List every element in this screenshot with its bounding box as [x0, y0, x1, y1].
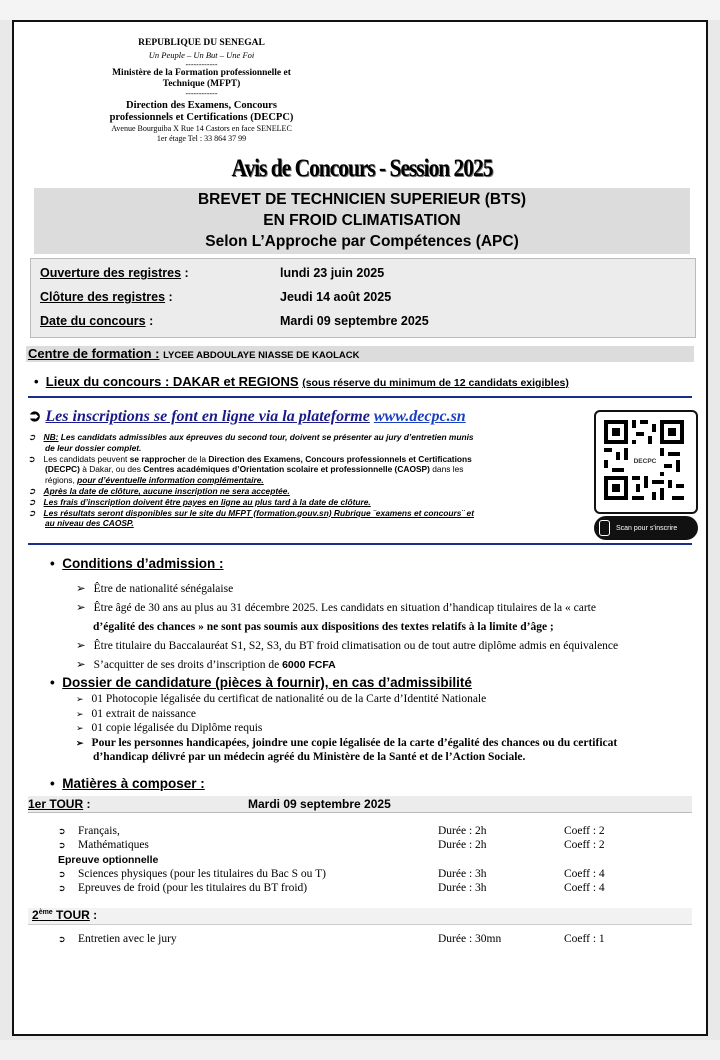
- condition-text: S’acquitter de ses droits d’inscription de: [93, 659, 280, 671]
- phone-icon: [599, 520, 610, 536]
- tour1-label: [28, 797, 90, 811]
- centre-label: Centre de formation :: [28, 346, 160, 361]
- arrow-icon: ➲: [58, 934, 66, 944]
- top-bar: [0, 0, 720, 20]
- ministry-line2: Technique (MFPT): [162, 79, 241, 89]
- date-value-opening: lundi 23 juin 2025: [280, 266, 385, 280]
- centre-value: LYCEE ABDOULAYE NIASSE DE KAOLACK: [163, 350, 360, 361]
- note-bold: Après la date de clôture, aucune inscription ne sera acceptée.: [43, 485, 290, 496]
- tour2-list: [58, 932, 678, 946]
- note-frais: [28, 497, 590, 508]
- platform-link[interactable]: www.decpc.sn: [373, 408, 466, 425]
- scan-label: Scan pour s'inscrire: [616, 524, 678, 532]
- dossier-text: 01 extrait de naissance: [91, 707, 196, 720]
- dossier-list: [76, 692, 617, 765]
- national-motto: Un Peuple – Un But – Une Foi: [148, 50, 255, 60]
- dossier-item: [76, 692, 617, 707]
- note-bold: Centres académiques d’Orientation scolaire et professionnelle (CAOSP): [143, 464, 430, 475]
- date-value-concours: Mardi 09 septembre 2025: [280, 314, 429, 328]
- scan-badge[interactable]: [594, 516, 698, 540]
- note-bold: pour d’éventuelle information complémentaire.: [77, 475, 264, 486]
- subject-coeff: Coeff : 4: [564, 867, 605, 880]
- tour2-word: TOUR: [56, 908, 90, 922]
- note-cloture: [28, 486, 590, 497]
- condition-item: [76, 656, 618, 675]
- title-line2: EN FROID CLIMATISATION: [263, 212, 461, 229]
- tour2-label-text: [32, 908, 90, 922]
- date-value-closing: Jeudi 14 août 2025: [280, 290, 392, 304]
- subject-duration: Durée : 30mn: [438, 933, 502, 945]
- subject-name: Entretien avec le jury: [78, 933, 177, 945]
- conditions-heading-text: Conditions d’admission :: [62, 556, 224, 571]
- optional-label: Epreuve optionnelle: [58, 853, 159, 866]
- tour2-sep: :: [93, 908, 98, 922]
- subject-row: [58, 838, 678, 852]
- date-sep: :: [168, 290, 173, 304]
- subject-row: [58, 932, 678, 946]
- inscriptions-notes: [28, 432, 590, 529]
- subject-row: [58, 881, 678, 895]
- subject-name: Français,: [78, 825, 120, 837]
- direction-line2: professionnels et Certifications (DECPC): [109, 112, 294, 123]
- arrow-icon: ➢: [76, 737, 84, 748]
- dossier-item: [76, 736, 617, 751]
- bottom-bar: [0, 1040, 720, 1060]
- arrow-icon: ➢: [76, 602, 86, 614]
- arrow-icon: ➢: [76, 640, 86, 652]
- subject-name: Mathématiques: [78, 839, 149, 852]
- tour1-list: [58, 824, 678, 895]
- header-divider: ------------: [185, 60, 218, 69]
- subject-duration: Durée : 2h: [438, 825, 487, 837]
- tour1-date: Mardi 09 septembre 2025: [248, 797, 391, 811]
- subject-duration: Durée : 3h: [438, 867, 487, 880]
- date-label: Date du concours: [40, 314, 146, 328]
- ministry-line1: Ministère de la Formation professionnelle et: [112, 68, 291, 78]
- note-nb: [28, 432, 590, 443]
- subject-name: Epreuves de froid (pour les titulaires du BT froid): [78, 882, 308, 895]
- tour2-label: [32, 908, 97, 922]
- inscriptions-heading: [28, 406, 466, 426]
- qr-code-icon: [596, 412, 692, 508]
- date-sep: :: [184, 266, 189, 280]
- tour2-sup: ème: [38, 909, 53, 916]
- dossier-text: 01 Photocopie légalisée du certificat de nationalité ou de la Carte d’Identité Nationale: [91, 693, 487, 705]
- date-label: Ouverture des registres: [40, 266, 182, 280]
- lieux-label: Lieux du concours : DAKAR et REGIONS: [45, 374, 299, 389]
- centre-formation: [28, 346, 359, 361]
- dossier-item-cont: d’handicap délivré par un médecin agréé du Ministère de la Santé et de l’Action Sociale.: [93, 751, 526, 763]
- note-bold: Les résultats seront disponibles sur le site du MFPT (formation.gouv.sn) Rubrique ¨examens et concours¨ et: [43, 507, 475, 518]
- arrow-icon: ➢: [76, 694, 84, 704]
- note-rapprocher-cont2: [28, 475, 590, 486]
- tour2-num: 2: [32, 908, 39, 922]
- condition-item-cont: d’égalité des chances » ne sont pas soumis aux dispositions des textes relatifs à la limite d’âge ;: [93, 621, 554, 633]
- note-text: régions,: [45, 475, 75, 486]
- date-sep: :: [149, 314, 154, 328]
- lieux-concours: • Lieux du concours : DAKAR et REGIONS (sous réserve du minimum de 12 candidats exigibles): [34, 374, 569, 389]
- arrow-icon: ➲: [28, 453, 36, 464]
- subject-coeff: Coeff : 4: [564, 882, 605, 895]
- note-text: Les candidats peuvent: [43, 453, 128, 464]
- divider-bottom: [28, 543, 692, 545]
- note-bold: Les frais d’inscription doivent être payes en ligne au plus tard à la date de clôture.: [43, 496, 371, 507]
- date-row-closing: [40, 290, 173, 304]
- arrow-icon: ➢: [76, 723, 84, 733]
- dossier-text: Pour les personnes handicapées, joindre une copie légalisée de la carte d’égalité des chances ou du certificat: [91, 736, 618, 749]
- note-text: à Dakar, ou des: [82, 464, 141, 475]
- dossier-heading: • Dossier de candidature (pièces à fournir), en cas d’admissibilité: [50, 675, 472, 690]
- note-resultats: [28, 508, 590, 519]
- qr-code[interactable]: [594, 410, 698, 514]
- title-line3: Selon L’Approche par Compétences (APC): [205, 233, 519, 250]
- note-bold: Direction des Examens, Concours professionnels et Certifications: [208, 453, 472, 464]
- fee-amount: 6000 FCFA: [282, 659, 336, 671]
- arrow-icon: ➢: [76, 659, 86, 671]
- subject-duration: Durée : 3h: [438, 882, 487, 895]
- arrow-icon: ➲: [58, 826, 66, 836]
- subject-coeff: Coeff : 2: [564, 825, 605, 837]
- nb-text-cont: de leur dossier complet.: [45, 442, 142, 453]
- subject-duration: Durée : 2h: [438, 839, 487, 852]
- arrow-icon: ➲: [28, 408, 42, 425]
- direction-line1: Direction des Examens, Concours: [126, 100, 277, 111]
- tour1-label-text: 1er TOUR: [28, 797, 84, 811]
- note-bold: au niveau des CAOSP.: [45, 518, 134, 529]
- notice-title: Avis de Concours - Session 2025: [231, 155, 493, 182]
- tour1-sep: :: [86, 797, 91, 811]
- dossier-heading-text: Dossier de candidature (pièces à fournir), en cas d’admissibilité: [62, 675, 472, 690]
- republic-name: REPUBLIQUE DU SENEGAL: [138, 38, 265, 48]
- arrow-icon: ➲: [28, 432, 36, 442]
- conditions-list: [76, 580, 618, 675]
- note-bold: (DECPC): [45, 464, 80, 475]
- subject-row: [58, 824, 678, 838]
- arrow-icon: ➲: [28, 496, 36, 507]
- condition-text: Être de nationalité sénégalaise: [93, 583, 234, 595]
- nb-label: NB:: [43, 432, 59, 442]
- condition-text: Être âgé de 30 ans au plus au 31 décembre 2025. Les candidats en situation d’handicap titulaires de la « carte: [93, 602, 596, 614]
- date-row-concours: [40, 314, 153, 328]
- condition-item: [76, 637, 618, 656]
- date-label: Clôture des registres: [40, 290, 166, 304]
- condition-item: [76, 580, 618, 599]
- matieres-heading-text: Matières à composer :: [62, 776, 205, 791]
- tour2-band: [28, 908, 692, 925]
- subject-coeff: Coeff : 2: [564, 839, 605, 852]
- note-text: de la: [187, 453, 207, 464]
- note-bold: se rapprocher: [129, 453, 186, 464]
- phone: 1er étage Tel : 33 864 37 99: [156, 134, 247, 143]
- arrow-icon: ➲: [58, 840, 66, 851]
- note-text: dans les: [432, 464, 464, 475]
- date-row-opening: [40, 266, 189, 280]
- note-resultats-cont: [28, 518, 590, 529]
- arrow-icon: ➢: [76, 708, 84, 719]
- note-rapprocher: [28, 454, 590, 465]
- condition-item: [76, 599, 618, 618]
- header-divider-2: ------------: [185, 89, 218, 98]
- note-nb-cont: [28, 443, 590, 454]
- document-page: [12, 20, 708, 1036]
- conditions-heading: • Conditions d’admission :: [50, 556, 224, 571]
- arrow-icon: ➲: [28, 507, 36, 518]
- dossier-item: [76, 707, 617, 722]
- qr-center-label: DECPC: [633, 458, 657, 465]
- nb-text: Les candidats admissibles aux épreuves du second tour, doivent se présenter au jury d’entretien munis: [60, 432, 474, 442]
- divider-top: [28, 396, 692, 398]
- arrow-icon: ➲: [58, 868, 66, 879]
- dossier-text: 01 copie légalisée du Diplôme requis: [91, 722, 263, 734]
- condition-text: Être titulaire du Baccalauréat S1, S2, S3, du BT froid climatisation ou de tout autre diplôme admis en équivalence: [93, 640, 619, 652]
- dossier-item: [76, 721, 617, 736]
- matieres-heading: • Matières à composer :: [50, 776, 205, 791]
- title-line1: BREVET DE TECHNICIEN SUPERIEUR (BTS): [197, 191, 527, 208]
- note-rapprocher-cont: [28, 464, 590, 475]
- arrow-icon: ➲: [58, 883, 66, 894]
- inscriptions-heading-text: Les inscriptions se font en ligne via la plateforme: [45, 408, 370, 425]
- arrow-icon: ➲: [28, 485, 36, 496]
- address: Avenue Bourguiba X Rue 14 Castors en face SENELEC: [111, 124, 292, 133]
- lieux-note: (sous réserve du minimum de 12 candidats exigibles): [302, 377, 569, 389]
- subject-row: [58, 867, 678, 881]
- arrow-icon: ➢: [76, 583, 86, 595]
- subject-coeff: Coeff : 1: [564, 933, 605, 945]
- subject-name: Sciences physiques (pour les titulaires du Bac S ou T): [78, 867, 326, 880]
